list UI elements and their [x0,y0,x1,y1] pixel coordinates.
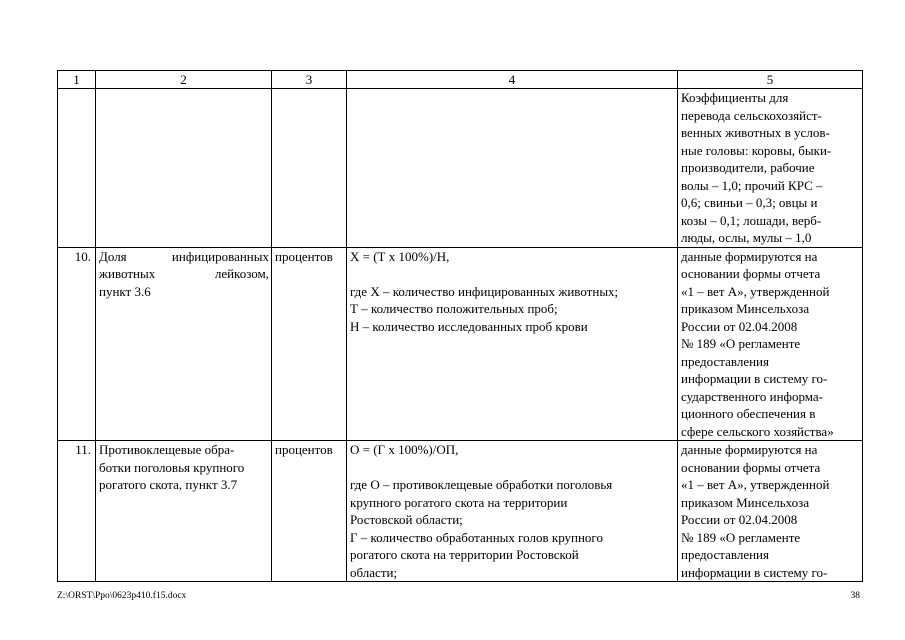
table-row [58,89,863,248]
unit-cell: процентов [272,441,347,582]
indicator-name: Противоклещевые обра- ботки поголовья крупного рогатого скота, пункт 3.7 [96,441,272,582]
row-number: 11. [58,441,96,582]
table-row [58,441,863,582]
formula-cell: О = (Г x 100%)/ОП, где О – противоклещевые обработки поголовья крупного рогатого скота на территории Ростовской области; Г – количество обработанных голов крупного рогатого скота на территории Ростовской области; [347,441,678,582]
footer-file-path: Z:\ORST\Ppo\0623p410.f15.docx [57,591,187,601]
table-row [58,247,863,441]
indicator-table [57,70,863,582]
header-cell: 2 [96,71,272,89]
table-header-row [58,71,863,89]
coefficients-cell: Коэффициенты для перевода сельскохозяйст- венных животных в услов- ные головы: коровы, быки- производители, рабочие волы – 1,0; прочий КРС – 0,6; свиньи – 0,3; овцы и козы – 0,1; лошади, верб- люды, ослы, мулы – 1,0 [678,89,863,248]
source-cell: данные формируются на основании формы отчета «1 – вет А», утвержденной приказом Минсельхоза России от 02.04.2008 № 189 «О регламенте предоставления информации в систему го- сударственного информа- ционного обеспечения в сфере сельского хозяйства» [678,247,863,441]
indicator-name: Доля инфицированных животных лейкозом, пункт 3.6 [96,247,272,441]
header-cell: 4 [347,71,678,89]
row-number: 10. [58,247,96,441]
formula-cell: Х = (Т x 100%)/Н, где Х – количество инфицированных животных; Т – количество положительных проб; Н – количество исследованных проб крови [347,247,678,441]
footer-page-number: 38 [850,591,860,601]
unit-cell: процентов [272,247,347,441]
header-cell: 1 [58,71,96,89]
source-cell: данные формируются на основании формы отчета «1 – вет А», утвержденной приказом Минсельхоза России от 02.04.2008 № 189 «О регламенте предоставления информации в систему го- [678,441,863,582]
header-cell: 3 [272,71,347,89]
header-cell: 5 [678,71,863,89]
